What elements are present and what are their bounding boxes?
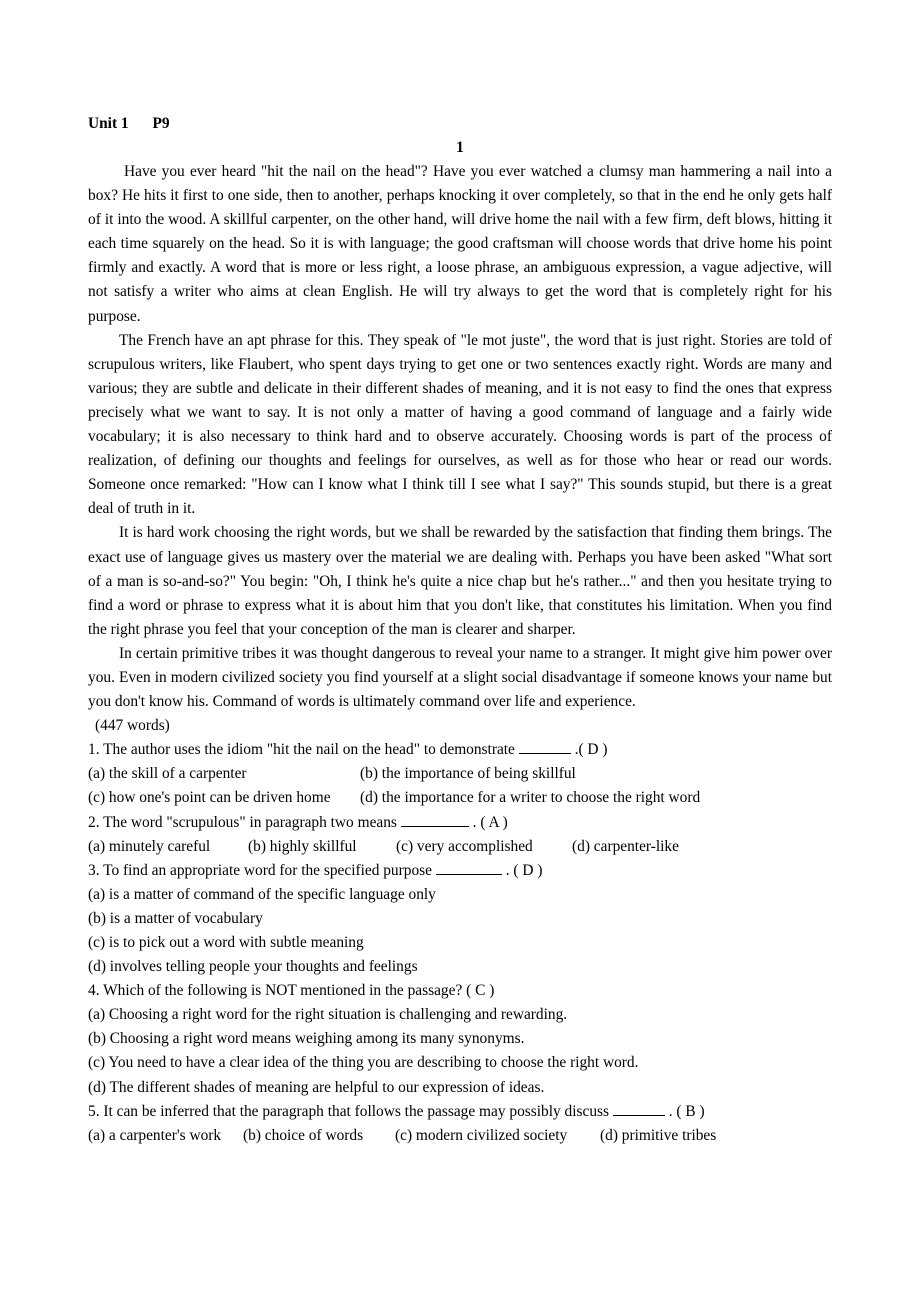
question-1-stem (88, 738, 832, 762)
option-b: (b) highly skillful (248, 837, 357, 855)
question-2-options-row (88, 835, 832, 859)
question-stem: 5. It can be inferred that the paragraph that follows the passage may possibly discuss (88, 1102, 609, 1120)
option-c: (c) very accomplished (396, 837, 533, 855)
option-c: (c) modern civilized society (395, 1126, 568, 1144)
answer-blank (519, 739, 571, 754)
question-5-stem (88, 1100, 832, 1124)
document-page (88, 112, 832, 1148)
word-count: (447 words) (95, 717, 170, 735)
question-2-stem (88, 811, 832, 835)
question-stem: 3. To find an appropriate word for the specified purpose (88, 861, 432, 879)
unit-label: Unit 1 (88, 115, 129, 132)
option-d: (d) primitive tribes (600, 1126, 717, 1144)
question-3-option-d: (d) involves telling people your thoughts and feelings (88, 958, 418, 976)
question-1-options-row-1 (88, 762, 832, 786)
answer-blank (613, 1101, 665, 1116)
unit-header (88, 112, 832, 136)
option-b: (b) choice of words (243, 1126, 364, 1144)
question-4-stem: 4. Which of the following is NOT mentioned in the passage? ( C ) (88, 982, 495, 1000)
passage-paragraph-1: Have you ever heard "hit the nail on the head"? Have you ever watched a clumsy man hammering a nail into a box? He hits it first to one side, then to another, perhaps knocking it over completely, so that in the end he only gets half of it into the wood. A skillful carpenter, on the other hand, will drive home the nail with a few firm, deft blows, hitting it each time squarely on the head. So it is with language; the good craftsman will choose words that drive home his point firmly and exactly. A word that is more or less right, a loose phrase, an ambiguous expression, a vague adjective, will not satisfy a writer who aims at clean English. He will try always to get the word that is completely right for his purpose. (88, 163, 832, 325)
option-a: (a) minutely careful (88, 837, 211, 855)
option-b: (b) the importance of being skillful (360, 765, 576, 783)
answer-key: . ( A ) (472, 813, 508, 831)
question-5-options-row (88, 1124, 832, 1148)
option-a: (a) the skill of a carpenter (88, 765, 247, 783)
question-3-option-b: (b) is a matter of vocabulary (88, 909, 263, 927)
answer-key: . ( B ) (668, 1102, 705, 1120)
question-4-option-c: (c) You need to have a clear idea of the thing you are describing to choose the right word. (88, 1054, 639, 1072)
passage-paragraph-3: It is hard work choosing the right words, but we shall be rewarded by the satisfaction that finding them brings. The exact use of language gives us mastery over the material we are dealing with. Perhaps you have been asked "What sort of a man is so-and-so?" You begin: "Oh, I think he's quite a nice chap but he's rather..." and then you hesitate trying to find a word or phrase to express what it is about him that you don't like, that constitutes his limitation. When you find the right phrase you feel that your conception of the man is clearer and sharper. (88, 524, 832, 638)
section-number: 1 (456, 139, 464, 156)
question-4-option-b: (b) Choosing a right word means weighing among its many synonyms. (88, 1030, 525, 1048)
question-stem: 2. The word "scrupulous" in paragraph two means (88, 813, 397, 831)
answer-blank (436, 860, 502, 875)
passage-paragraph-4: In certain primitive tribes it was thought dangerous to reveal your name to a stranger. It might give him power over you. Even in modern civilized society you find yourself at a slight social disadvantage if someone knows your name but you don't know his. Command of words is ultimately command over life and experience. (88, 644, 832, 711)
question-3-option-a: (a) is a matter of command of the specific language only (88, 885, 436, 903)
answer-blank (401, 812, 469, 827)
question-4-option-a: (a) Choosing a right word for the right situation is challenging and rewarding. (88, 1006, 568, 1024)
answer-key: . ( D ) (505, 861, 543, 879)
passage-paragraph-2: The French have an apt phrase for this. They speak of "le mot juste", the word that is just right. Stories are told of scrupulous writers, like Flaubert, who spent days trying to get one or two sentences exactly right. Words are many and various; they are subtle and delicate in their different shades of meaning, and it is not easy to find the ones that express precisely what we want to say. It is not only a matter of having a good command of language and a fairly wide vocabulary; it is also necessary to think hard and to observe accurately. Choosing words is part of the process of realization, of defining our thoughts and feelings for ourselves, as well as for those who hear or read our words. Someone once remarked: "How can I know what I think till I see what I say?" This sounds stupid, but there is a great deal of truth in it. (88, 331, 832, 518)
page-reference: P9 (152, 115, 170, 132)
option-c: (c) how one's point can be driven home (88, 789, 331, 807)
question-4-option-d: (d) The different shades of meaning are helpful to our expression of ideas. (88, 1078, 545, 1096)
question-3-option-c: (c) is to pick out a word with subtle meaning (88, 934, 364, 951)
question-1-options-row-2 (88, 786, 832, 810)
answer-key: .( D ) (574, 741, 608, 759)
option-a: (a) a carpenter's work (88, 1126, 222, 1144)
question-3-stem (88, 859, 832, 883)
question-stem: 1. The author uses the idiom "hit the nail on the head" to demonstrate (88, 741, 515, 759)
option-d: (d) the importance for a writer to choose the right word (360, 789, 701, 807)
option-d: (d) carpenter-like (572, 837, 679, 855)
